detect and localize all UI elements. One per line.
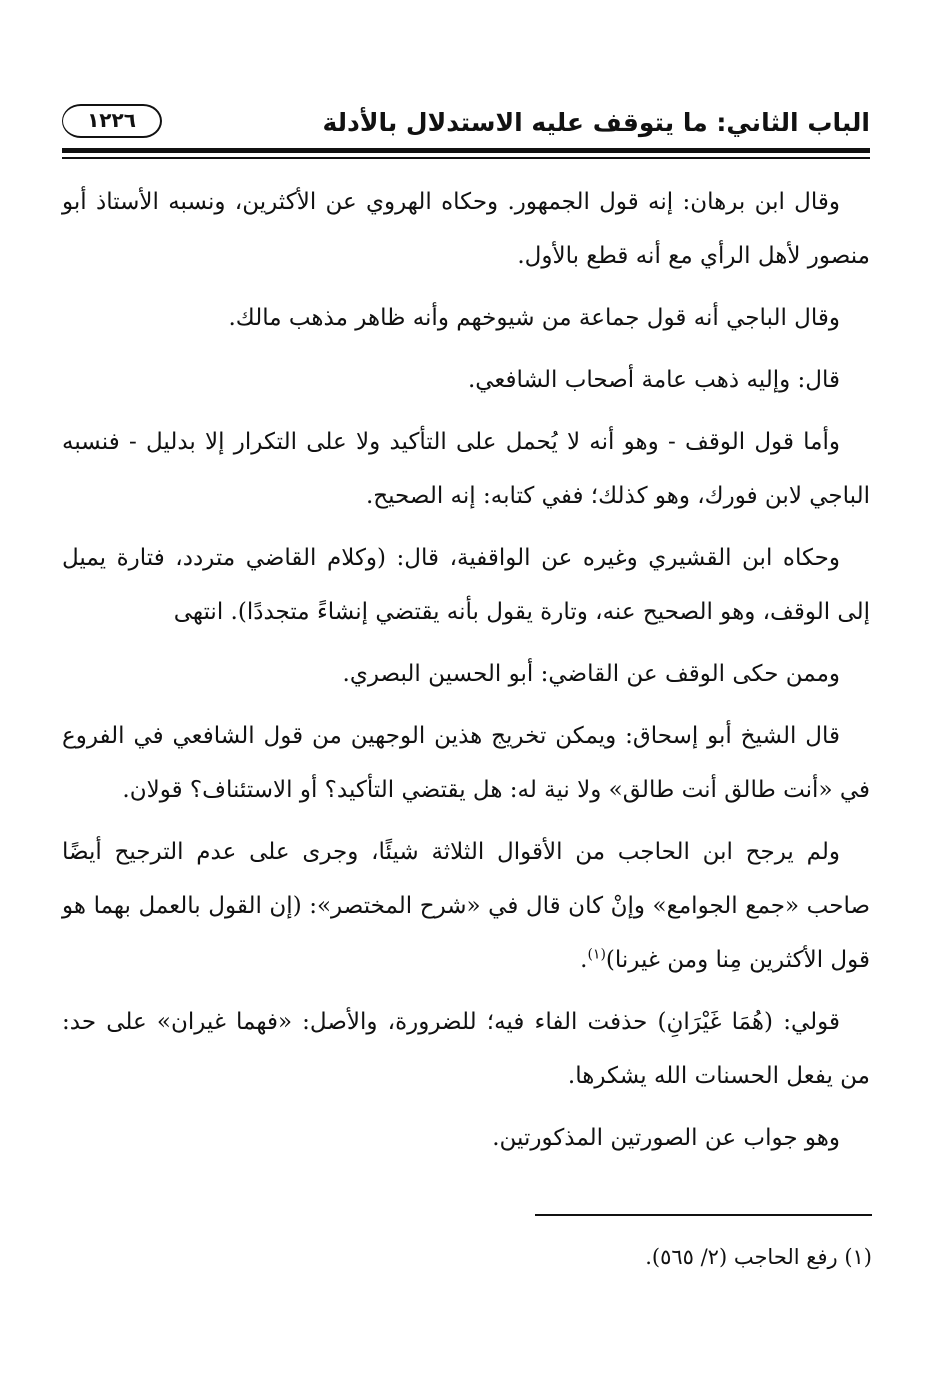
paragraph: وحكاه ابن القشيري وغيره عن الواقفية، قال: (وكلام القاضي متردد، فتارة يميل إلى الوقف، وهو الصحيح عنه، وتارة يقول بأنه يقتضي إنشاءً متجددًا). انتهى — [62, 545, 870, 625]
page-header — [62, 100, 870, 152]
footnote-reference: (١) — [587, 946, 606, 963]
paragraph-with-footnote: ولم يرجح ابن الحاجب من الأقوال الثلاثة شيئًا، وجرى على عدم الترجيح أيضًا صاحب «جمع الجوامع» وإنْ كان قال في «شرح المختصر»: (إن القول بالعمل بهما هو قول الأكثرين مِنا ومن غيرنا)$^{(١)}$. — [62, 839, 870, 973]
paragraph: قولي: (هُمَا غَيْرَانِ) حذفت الفاء فيه؛ للضرورة، والأصل: «فهما غيران» على حد: من يفعل الحسنات الله يشكرها. — [62, 1009, 870, 1089]
paragraph: وقال ابن برهان: إنه قول الجمهور. وحكاه الهروي عن الأكثرين، ونسبه الأستاذ أبو منصور لأهل الرأي مع أنه قطع بالأول. — [62, 189, 870, 269]
header-rule-thick — [62, 148, 870, 153]
paragraph: وأما قول الوقف - وهو أنه لا يُحمل على التأكيد ولا على التكرار إلا بدليل - فنسبه الباجي لابن فورك، وهو كذلك؛ ففي كتابه: إنه الصحيح. — [62, 429, 870, 509]
paragraph: وقال الباجي أنه قول جماعة من شيوخهم وأنه ظاهر مذهب مالك. — [228, 305, 840, 331]
footnote-separator — [535, 1214, 872, 1216]
page-number: ١٢٢٦ — [62, 104, 162, 138]
paragraph: قال الشيخ أبو إسحاق: ويمكن تخريج هذين الوجهين من قول الشافعي في الفروع في «أنت طالق أنت طالق» ولا نية له: هل يقتضي التأكيد؟ أو الاستئناف؟ قولان. — [62, 723, 870, 803]
paragraph: وممن حكى الوقف عن القاضي: أبو الحسين البصري. — [342, 661, 840, 687]
paragraph: وهو جواب عن الصورتين المذكورتين. — [492, 1125, 840, 1151]
chapter-title: الباب الثاني: ما يتوقف عليه الاستدلال بالأدلة — [322, 108, 870, 137]
paragraph: قال: وإليه ذهب عامة أصحاب الشافعي. — [467, 367, 840, 393]
footnote: (١) رفع الحاجب (٢/ ٥٦٥). — [645, 1245, 872, 1269]
paragraph-text: ولم يرجح ابن الحاجب من الأقوال الثلاثة شيئًا، وجرى على عدم الترجيح أيضًا صاحب «جمع الجوامع» وإنْ كان قال في «شرح المختصر»: (إن القول بالعمل بهما هو قول الأكثرين مِنا ومن غيرنا) — [62, 839, 870, 973]
header-rule-thin — [62, 157, 870, 159]
body-text — [62, 175, 870, 1173]
